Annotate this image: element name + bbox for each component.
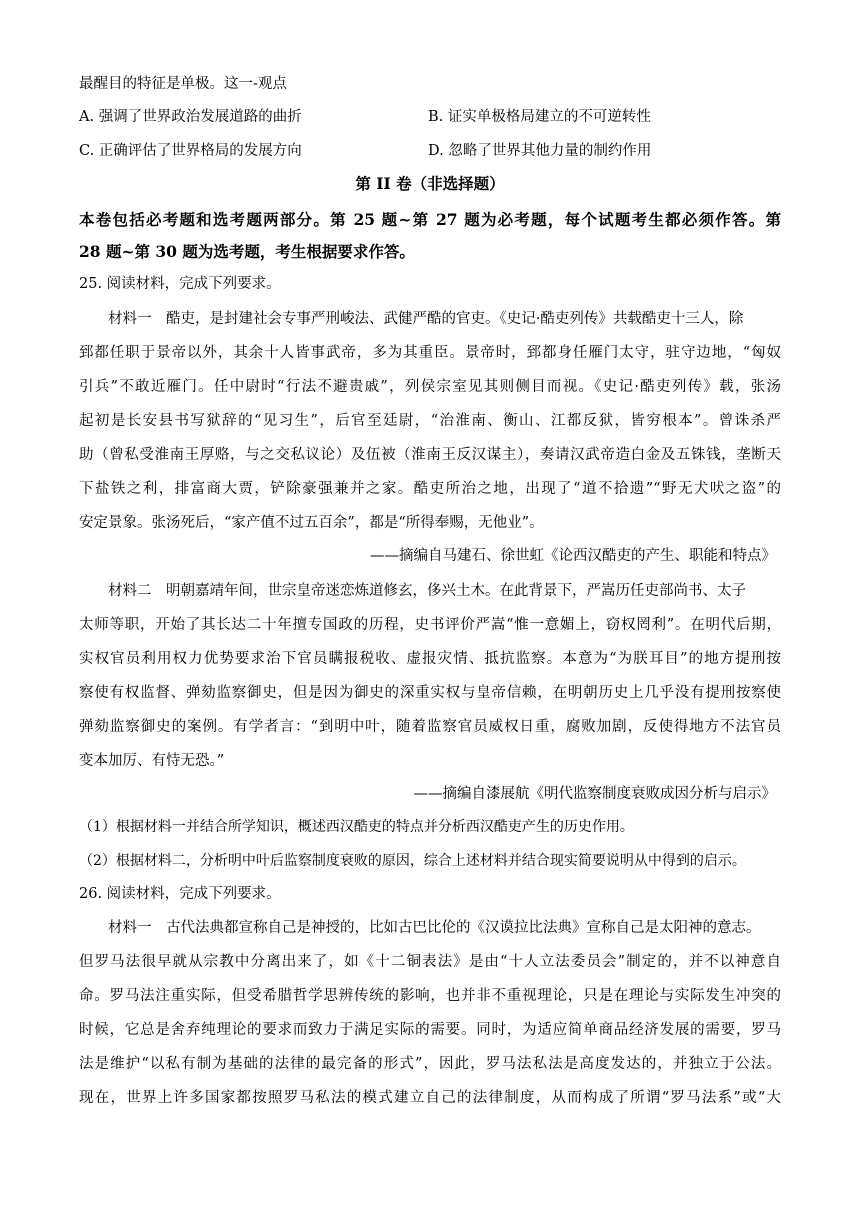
q25-material2-line-1: 材料二 明朝嘉靖年间，世宗皇帝迷恋炼道修玄，侈兴土木。在此背景下，严嵩历任吏部尚书、太子 (108, 583, 746, 599)
option-d: D. 忽略了世界其他力量的制约作用 (428, 143, 652, 159)
q25-material2-line-4: 察使有权监督、弹劾监察御史，但是因为御史的深重实权与皇帝信赖，在明朝历史上几乎没有提刑按察使 (79, 685, 781, 701)
q26-material1-line-5: 法是维护“以私有制为基础的法律的最完备的形式”，因此，罗马法私法是高度发达的，并独立于公法。 (79, 1056, 781, 1072)
q26-material1-line-4: 时候，它总是舍弃纯理论的要求而致力于满足实际的需要。同时，为适应简单商品经济发展的需要，罗马 (79, 1022, 781, 1038)
q26-heading: 26. 阅读材料，完成下列要求。 (79, 886, 281, 902)
q25-source-2: ——摘编自漆展航《明代监察制度衰败成因分析与启示》 (413, 786, 776, 802)
q26-material1-line-3: 命。罗马法注重实际，但受希腊哲学思辨传统的影响，也并非不重视理论，只是在理论与实际发生冲突的 (79, 988, 781, 1004)
q25-material1-line-6: 下盐铁之利，排富商大贾，铲除豪强兼并之家。酷吏所治之地，出现了“道不拾遗”“野无犬吠之盗”的 (79, 481, 781, 497)
option-a: A. 强调了世界政治发展道路的曲折 (79, 109, 302, 125)
instructions-line-2: 28 题~第 30 题为选考题，考生根据要求作答。 (79, 242, 415, 261)
instructions-line-1: 本卷包括必考题和选考题两部分。第 25 题~第 27 题为必考题，每个试题考生都必须作答。第 (79, 210, 781, 229)
section-title: 第 II 卷（非选择题） (355, 174, 505, 193)
q25-material2-line-6: 变本加厉、有恃无恐。” (79, 753, 225, 769)
q25-material2-line-2: 太师等职，开始了其长达二十年擅专国政的历程，史书评价严嵩“惟一意媚上，窃权罔利”。在明代后期， (79, 617, 781, 633)
option-b: B. 证实单极格局建立的不可逆转性 (428, 109, 651, 125)
q25-material1-line-1: 材料一 酷吏，是封建社会专事严刑峻法、武健严酷的官吏。《史记·酷吏列传》共载酷吏十三人，除 (108, 311, 744, 327)
option-c: C. 正确评估了世界格局的发展方向 (79, 143, 302, 159)
q26-material1-line-1: 材料一 古代法典都宣称自己是神授的，比如古巴比伦的《汉谟拉比法典》宣称自己是太阳神的意志。 (108, 920, 761, 936)
q26-material1-line-6: 现在，世界上许多国家都按照罗马私法的模式建立自己的法律制度，从而构成了所谓“罗马法系”或“大 (79, 1090, 781, 1106)
q25-material1-line-2: 郅都任职于景帝以外，其余十人皆事武帝，多为其重臣。景帝时，郅都身任雁门太守，驻守边地，“匈奴 (79, 345, 781, 361)
q25-material1-line-4: 起初是长安县书写狱辞的“见习生”，后官至廷尉，“治淮南、衡山、江都反狱，皆穷根本”。曾诛杀严 (79, 413, 781, 429)
q25-subquestion-1: （1）根据材料一并结合所学知识，概述西汉酷吏的特点并分析西汉酷吏产生的历史作用。 (79, 819, 634, 835)
q25-source-1: ——摘编自马建石、徐世虹《论西汉酷吏的产生、职能和特点》 (370, 548, 776, 564)
q25-material2-line-5: 弹劾监察御史的案例。有学者言：“到明中叶，随着监察官员威权日重，腐败加剧，反使得地方不法官员 (79, 719, 781, 735)
q25-material1-line-7: 安定景象。张汤死后，“家产值不过五百余”，都是“所得奉赐，无他业”。 (79, 515, 544, 531)
q25-subquestion-2: （2）根据材料二，分析明中叶后监察制度衰败的原因，综合上述材料并结合现实简要说明从中得到的启示。 (79, 853, 746, 869)
q25-material1-line-3: 引兵”不敢近雁门。任中尉时“行法不避贵戚”，列侯宗室见其则侧目而视。《史记·酷吏列传》载，张汤 (79, 379, 781, 395)
q25-material1-line-5: 助（曾私受淮南王厚赂，与之交私议论）及伍被（淮南王反汉谋主），奏请汉武帝造白金及五铢钱，垄断天 (79, 447, 781, 463)
q25-material2-line-3: 实权官员利用权力优势要求治下官员瞒报税收、虚报灾情、抵抗监察。本意为“为朕耳目”的地方提刑按 (79, 651, 781, 667)
intro-line: 最醒目的特征是单极。这一-观点 (79, 76, 287, 92)
q26-material1-line-2: 但罗马法很早就从宗教中分离出来了，如《十二铜表法》是由“十人立法委员会”制定的，并不以神意自 (79, 954, 781, 970)
q25-heading: 25. 阅读材料，完成下列要求。 (79, 276, 281, 292)
